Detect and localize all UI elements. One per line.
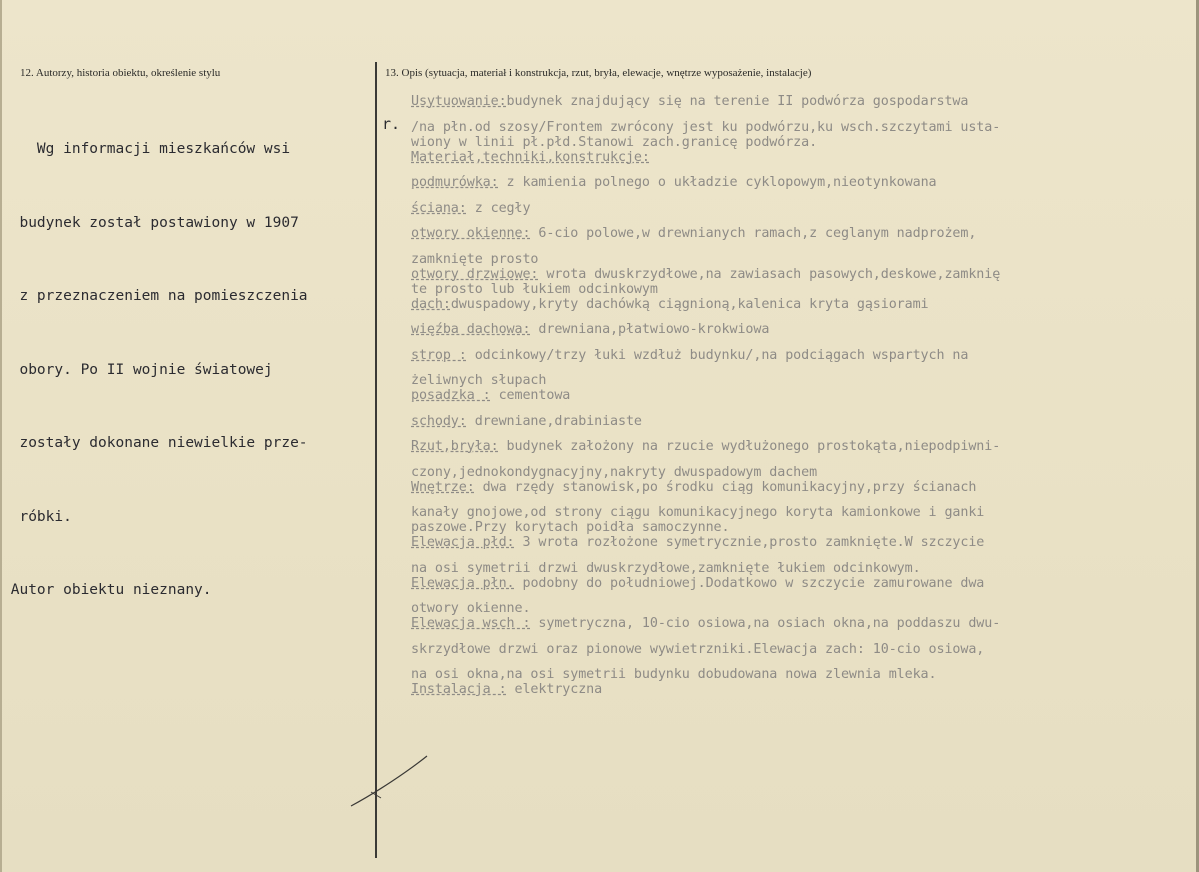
field-value: cementowa — [490, 388, 571, 403]
field-label: strop : — [411, 347, 467, 363]
description-line — [411, 535, 1191, 550]
year-suffix: r. — [382, 115, 401, 133]
left-line: budynek został postawiony w 1907 — [2, 214, 299, 231]
description-line — [411, 520, 1191, 535]
description-line — [411, 135, 1191, 150]
pencil-slash-mark — [347, 752, 431, 810]
field-value: paszowe.Przy korytach poidła samoczynne. — [411, 520, 730, 535]
description-line — [411, 94, 1191, 109]
description-line — [411, 201, 1191, 216]
field-value: te prosto lub łukiem odcinkowym — [411, 281, 658, 297]
field-label: Rzut,bryła: — [411, 439, 499, 454]
description-line — [411, 601, 1191, 616]
field-value: otwory okienne. — [411, 601, 531, 616]
field-value: drewniana,płatwiowo-krokwiowa — [530, 322, 770, 337]
field-label: podmurówka: — [411, 175, 499, 190]
description-line — [411, 150, 1191, 165]
field-label: dach: — [411, 296, 451, 312]
description-line — [411, 465, 1191, 480]
field-value: zamknięte prosto — [411, 251, 539, 267]
description-text — [411, 94, 1191, 697]
description-line — [411, 226, 1191, 241]
field-label: otwory okienne: — [411, 226, 531, 241]
field-value: symetryczna, 10-cio osiowa,na osiach okna,na poddaszu dwu- — [530, 616, 1001, 631]
description-line — [411, 616, 1191, 631]
left-line: z przeznaczeniem na pomieszczenia — [2, 288, 308, 304]
description-line — [411, 642, 1191, 657]
description-line — [411, 682, 1191, 697]
field-value: wrota dwuskrzydłowe,na zawiasach pasowych,deskowe,zamknię — [538, 266, 1001, 282]
field-label: Wnętrze: — [411, 479, 475, 495]
field-value: wiony w linii pł.płd.Stanowi zach.granicę podwórza. — [411, 134, 818, 150]
field-value: dwuspadowy,kryty dachówką ciągnioną,kalenica kryta gąsiorami — [450, 296, 929, 312]
left-line: obory. Po II wojnie światowej — [2, 361, 273, 378]
field-value: budynek znajdujący się na terenie II podwórza gospodarstwa — [506, 94, 969, 109]
field-label: więźba dachowa: — [411, 322, 531, 337]
field-value: elektryczna — [506, 682, 603, 697]
field-value: żeliwnych słupach — [411, 373, 547, 388]
field-label: Elewacja wsch : — [411, 616, 531, 631]
field-value: na osi symetrii drzwi dwuskrzydłowe,zamknięte łukiem odcinkowym. — [411, 560, 921, 576]
field-label: schody: — [411, 413, 467, 429]
field-value: 3 wrota rozłożone symetrycznie,prosto zamknięte.W szczycie — [514, 535, 985, 550]
field-value: kanały gnojowe,od strony ciągu komunikacyjnego koryta kamionkowe i ganki — [411, 505, 985, 520]
field-label: Elewacja płn. — [411, 575, 515, 591]
description-line — [411, 322, 1191, 337]
description-line — [411, 414, 1191, 429]
field-value: na osi okna,na osi symetrii budynku dobudowana nowa zlewnia mleka. — [411, 667, 937, 682]
left-line: Wg informacji mieszkańców wsi — [2, 141, 291, 157]
description-line — [411, 297, 1191, 312]
field-value: odcinkowy/trzy łuki wzdłuż budynku/,na podciągach wspartych na — [466, 347, 969, 363]
description-line — [411, 561, 1191, 576]
description-line — [411, 505, 1191, 520]
description-line — [411, 439, 1191, 454]
description-line — [411, 480, 1191, 495]
field-value: z kamienia polnego o układzie cyklopowym,nieotynkowana — [498, 175, 937, 190]
field-label: ściana: — [411, 200, 467, 216]
left-line: róbki. — [2, 508, 72, 525]
description-line — [411, 348, 1191, 363]
field-value: drewniane,drabiniaste — [466, 413, 642, 429]
description-line — [411, 282, 1191, 297]
description-line — [411, 373, 1191, 388]
field-value: czony,jednokondygnacyjny,nakryty dwuspadowym dachem — [411, 464, 818, 480]
field-label: Elewacja płd: — [411, 535, 515, 550]
field-label: posadzka : — [411, 388, 491, 403]
left-line: Autor obiektu nieznany. — [2, 582, 212, 598]
description-line — [411, 120, 1191, 135]
field-value: dwa rzędy stanowisk,po środku ciąg komunikacyjny,przy ścianach — [474, 479, 977, 495]
description-line — [411, 388, 1191, 403]
description-line — [411, 267, 1191, 282]
description-line — [411, 667, 1191, 682]
field-label: Materiał,techniki,konstrukcje: — [411, 149, 650, 165]
section-13-header: 13. Opis (sytuacja, materiał i konstrukcja, rzut, bryła, elewacje, wnętrze wyposażenie, instalacje) — [385, 67, 812, 79]
field-value: budynek założony na rzucie wydłużonego prostokąta,niepodpiwni- — [498, 439, 1001, 454]
field-value: skrzydłowe drzwi oraz pionowe wywietrzniki.Elewacja zach: 10-cio osiowa, — [411, 641, 985, 657]
column-divider — [375, 62, 377, 858]
field-value: 6-cio polowe,w drewnianych ramach,z ceglanym nadprożem, — [530, 226, 977, 241]
description-line — [411, 252, 1191, 267]
description-line — [411, 175, 1191, 190]
field-value: /na płn.od szosy/Frontem zwrócony jest ku podwórzu,ku wsch.szczytami usta- — [411, 119, 1001, 135]
authors-history-text — [2, 88, 374, 652]
left-line: zostały dokonane niewielkie prze- — [2, 435, 308, 451]
field-value: podobny do południowej.Dodatkowo w szczycie zamurowane dwa — [514, 575, 985, 591]
field-label: otwory drzwiowe: — [411, 266, 539, 282]
field-label: Instalacja : — [411, 682, 507, 697]
field-value: z cegły — [466, 200, 531, 216]
field-label: Usytuowanie: — [411, 94, 507, 109]
description-line — [411, 576, 1191, 591]
section-12-header: 12. Autorzy, historia obiektu, określenie stylu — [20, 67, 221, 79]
